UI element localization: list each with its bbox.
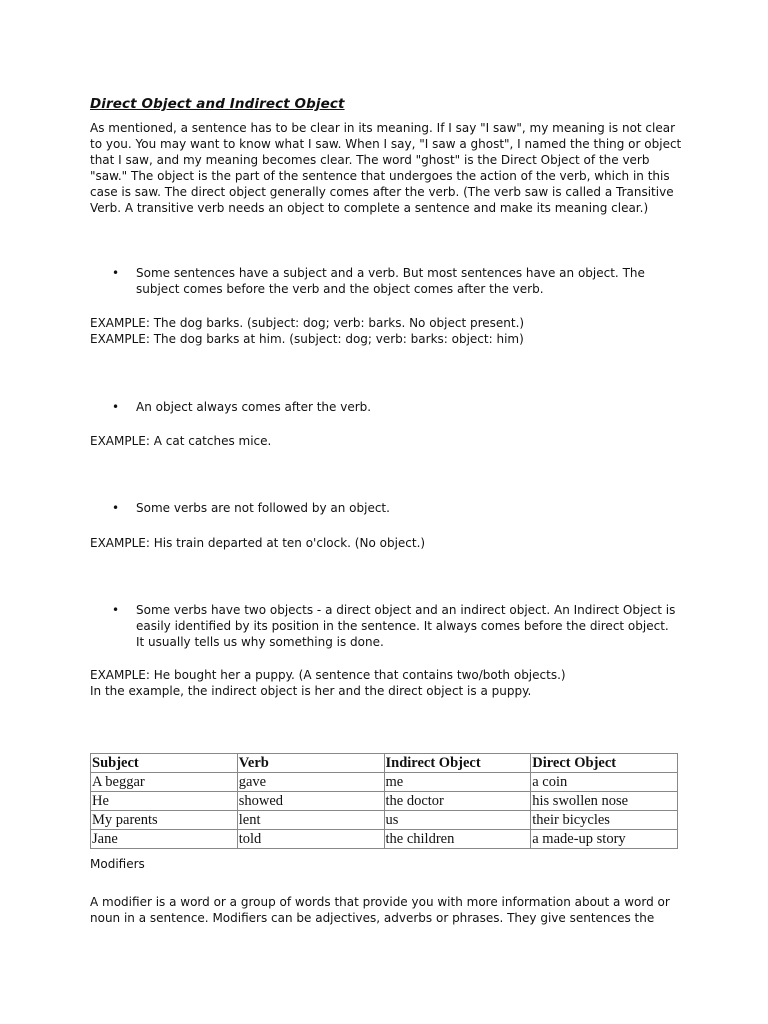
table-cell: showed xyxy=(237,792,384,811)
modifiers-paragraph: A modifier is a word or a group of words that provide you with more information about a word or noun in a sentence. Modifiers can be adjectives, adverbs or phrases. They give sentences the xyxy=(90,895,670,925)
table-cell: his swollen nose xyxy=(531,792,678,811)
example-line: EXAMPLE: The dog barks. (subject: dog; verb: barks. No object present.) xyxy=(90,316,525,330)
example-line: EXAMPLE: The dog barks at him. (subject: dog; verb: barks: object: him) xyxy=(90,332,524,346)
table-row xyxy=(91,811,678,830)
table-header-cell: Indirect Object xyxy=(384,754,531,773)
bullet-icon: • xyxy=(112,603,120,617)
table-cell: a coin xyxy=(531,773,678,792)
table-header-cell: Direct Object xyxy=(531,754,678,773)
page-title: Direct Object and Indirect Object xyxy=(90,96,345,112)
bullet-icon: • xyxy=(112,266,120,280)
table-cell: a made-up story xyxy=(531,830,678,849)
example-line: EXAMPLE: He bought her a puppy. (A sentence that contains two/both objects.) xyxy=(90,668,566,682)
table-cell: lent xyxy=(237,811,384,830)
table-cell: the children xyxy=(384,830,531,849)
example-line: EXAMPLE: A cat catches mice. xyxy=(90,434,272,448)
table-cell: Jane xyxy=(91,830,238,849)
table-row xyxy=(91,792,678,811)
bullet-text: Some sentences have a subject and a verb. But most sentences have an object. The subject comes before the verb and the object comes after the verb. xyxy=(136,266,645,296)
bullet-text: Some verbs have two objects - a direct object and an indirect object. An Indirect Object is easily identified by its position in the sentence. It always comes before the direct object. It usually tells us why something is done. xyxy=(136,603,676,649)
table-header-cell: Subject xyxy=(91,754,238,773)
bullet-text: An object always comes after the verb. xyxy=(136,400,372,414)
table-cell: me xyxy=(384,773,531,792)
table-header-cell: Verb xyxy=(237,754,384,773)
intro-paragraph: As mentioned, a sentence has to be clear in its meaning. If I say "I saw", my meaning is not clear to you. You may want to know what I saw. When I say, "I saw a ghost", I named the thing or object that I saw, and my meaning becomes clear. The word "ghost" is the Direct Object of the verb "saw." The object is the part of the sentence that undergoes the action of the verb, which in this case is saw. The direct object generally comes after the verb. (The verb saw is called a Transitive Verb. A transitive verb needs an object to complete a sentence and make its meaning clear.) xyxy=(90,121,682,215)
section-heading-modifiers: Modifiers xyxy=(90,857,145,871)
table-cell: us xyxy=(384,811,531,830)
table-header-row xyxy=(91,754,678,773)
table-cell: their bicycles xyxy=(531,811,678,830)
table-cell: A beggar xyxy=(91,773,238,792)
example-line: EXAMPLE: His train departed at ten o'clock. (No object.) xyxy=(90,536,426,550)
table-cell: told xyxy=(237,830,384,849)
table-cell: the doctor xyxy=(384,792,531,811)
example-line: In the example, the indirect object is her and the direct object is a puppy. xyxy=(90,684,532,698)
table-cell: He xyxy=(91,792,238,811)
table-cell: My parents xyxy=(91,811,238,830)
objects-table xyxy=(90,753,678,849)
bullet-icon: • xyxy=(112,400,120,414)
table-row xyxy=(91,773,678,792)
table-cell: gave xyxy=(237,773,384,792)
table-row xyxy=(91,830,678,849)
bullet-text: Some verbs are not followed by an object. xyxy=(136,501,390,515)
bullet-icon: • xyxy=(112,501,120,515)
